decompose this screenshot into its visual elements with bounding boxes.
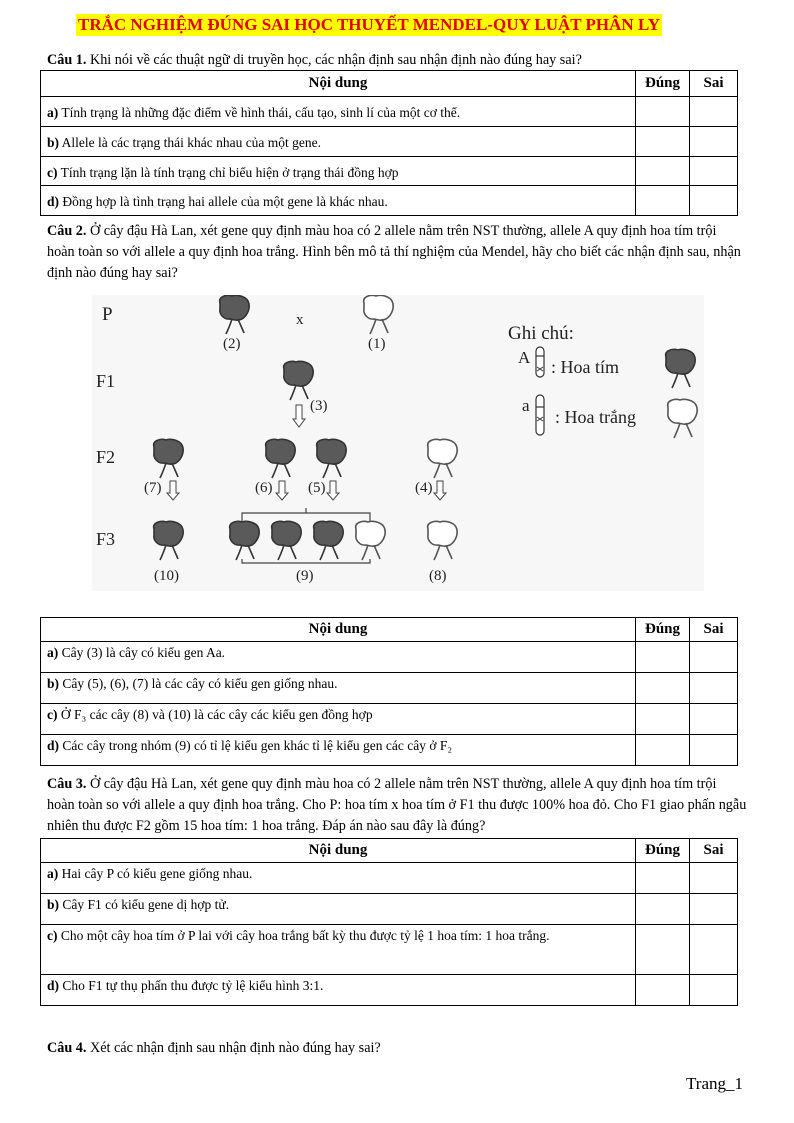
statement-d: d) Cho F1 tự thụ phấn thu được tỷ lệ kiểu hình 3:1.	[41, 975, 636, 1006]
question-label: Câu 3.	[47, 776, 87, 792]
page-number: Trang_1	[686, 1074, 743, 1093]
gen-label-f3: F3	[96, 529, 116, 549]
label-3: (3)	[310, 398, 328, 414]
statement-c: c) Cho một cây hoa tím ở P lai với cây hoa trắng bất kỳ thu được tỷ lệ 1 hoa tím: 1 hoa trắng.	[41, 925, 636, 975]
cross-symbol: x	[296, 312, 304, 328]
header-false: Sai	[690, 839, 738, 863]
legend-purple-label: : Hoa tím	[551, 357, 619, 377]
statement-a: a) Hai cây P có kiểu gene giống nhau.	[41, 863, 636, 894]
label-9: (9)	[296, 568, 314, 584]
chromosome-icon	[536, 395, 544, 435]
legend-title: Ghi chú:	[508, 323, 574, 344]
mendel-experiment-figure	[92, 295, 704, 591]
answer-false-cell[interactable]	[690, 642, 738, 673]
header-content: Nội dung	[41, 71, 636, 97]
answer-false-cell[interactable]	[690, 925, 738, 975]
answer-true-cell[interactable]	[636, 127, 690, 157]
gen-label-p: P	[102, 304, 113, 325]
question-1-table	[40, 70, 738, 216]
question-1	[47, 50, 747, 71]
answer-false-cell[interactable]	[690, 97, 738, 127]
answer-true-cell[interactable]	[636, 642, 690, 673]
answer-true-cell[interactable]	[636, 863, 690, 894]
header-true: Đúng	[636, 839, 690, 863]
figure-background	[92, 295, 704, 591]
answer-true-cell[interactable]	[636, 925, 690, 975]
label-2: (2)	[223, 336, 241, 352]
statement-b: b) Cây (5), (6), (7) là các cây có kiểu gen giống nhau.	[41, 673, 636, 704]
header-true: Đúng	[636, 618, 690, 642]
statement-b: b) Cây F1 có kiểu gene dị hợp tử.	[41, 894, 636, 925]
gen-label-f1: F1	[96, 371, 116, 391]
answer-false-cell[interactable]	[690, 863, 738, 894]
question-label: Câu 2.	[47, 223, 87, 239]
label-1: (1)	[368, 336, 386, 352]
question-text: Xét các nhận định sau nhận định nào đúng hay sai?	[89, 1040, 381, 1056]
question-3	[47, 774, 747, 837]
answer-true-cell[interactable]	[636, 735, 690, 766]
answer-true-cell[interactable]	[636, 894, 690, 925]
header-content: Nội dung	[41, 618, 636, 642]
gen-label-f2: F2	[96, 447, 116, 467]
question-4	[47, 1038, 747, 1059]
legend-allele-a-upper: A	[518, 348, 531, 367]
question-text: Ở cây đậu Hà Lan, xét gene quy định màu hoa có 2 allele nằm trên NST thường, allele A quy định hoa tím trội hoàn toàn so với allele a quy định hoa trắng. Cho P: hoa tím x hoa tím ở F1 thu được 100% hoa đỏ. Cho F1 giao phấn ngẫu nhiên thu được F2 gồm 15 hoa tím: 1 hoa trắng. Đáp án nào sau đây là đúng?	[47, 776, 747, 834]
legend-white-label: : Hoa trắng	[555, 407, 636, 427]
statement-c: c) Tính trạng lặn là tính trạng chỉ biểu hiện ở trạng thái đồng hợp	[41, 157, 636, 186]
question-2-table	[40, 617, 738, 766]
question-text: Ở cây đậu Hà Lan, xét gene quy định màu hoa có 2 allele nằm trên NST thường, allele A quy định hoa tím trội hoàn toàn so với allele a quy định hoa trắng. Hình bên mô tả thí nghiệm của Mendel, hãy cho biết các nhận định sau, nhận định nào đúng hay sai?	[47, 223, 741, 281]
label-6: (6)	[255, 480, 273, 496]
chromosome-icon	[536, 347, 544, 377]
label-7: (7)	[144, 480, 162, 496]
answer-true-cell[interactable]	[636, 157, 690, 186]
question-2	[47, 221, 747, 284]
header-true: Đúng	[636, 71, 690, 97]
statement-b: b) Allele là các trạng thái khác nhau của một gene.	[41, 127, 636, 157]
label-8: (8)	[429, 568, 447, 584]
answer-false-cell[interactable]	[690, 157, 738, 186]
header-false: Sai	[690, 71, 738, 97]
header-content: Nội dung	[41, 839, 636, 863]
answer-true-cell[interactable]	[636, 186, 690, 216]
answer-false-cell[interactable]	[690, 673, 738, 704]
question-3-table	[40, 838, 738, 1006]
label-10: (10)	[154, 568, 179, 584]
statement-d: d) Đồng hợp là tình trạng hai allele của một gene là khác nhau.	[41, 186, 636, 216]
answer-false-cell[interactable]	[690, 735, 738, 766]
header-false: Sai	[690, 618, 738, 642]
answer-true-cell[interactable]	[636, 975, 690, 1006]
answer-false-cell[interactable]	[690, 975, 738, 1006]
question-label: Câu 4.	[47, 1040, 87, 1056]
statement-a: a) Cây (3) là cây có kiểu gen Aa.	[41, 642, 636, 673]
question-text: Khi nói về các thuật ngữ di truyền học, các nhận định sau nhận định nào đúng hay sai?	[89, 52, 582, 68]
answer-false-cell[interactable]	[690, 186, 738, 216]
answer-false-cell[interactable]	[690, 704, 738, 735]
label-5: (5)	[308, 480, 326, 496]
answer-false-cell[interactable]	[690, 894, 738, 925]
legend-allele-a-lower: a	[522, 396, 530, 415]
statement-d: d) Các cây trong nhóm (9) có tỉ lệ kiểu gen khác tỉ lệ kiểu gen các cây ở F₂	[41, 735, 636, 766]
statement-c: c) Ở F₃ các cây (8) và (10) là các cây các kiểu gen đồng hợp	[41, 704, 636, 735]
label-4: (4)	[415, 480, 433, 496]
answer-false-cell[interactable]	[690, 127, 738, 157]
answer-true-cell[interactable]	[636, 704, 690, 735]
answer-true-cell[interactable]	[636, 673, 690, 704]
answer-true-cell[interactable]	[636, 97, 690, 127]
page-title: TRẮC NGHIỆM ĐÚNG SAI HỌC THUYẾT MENDEL-QUY LUẬT PHÂN LY	[78, 15, 661, 34]
statement-a: a) Tính trạng là những đặc điểm về hình thái, cấu tạo, sinh lí của một cơ thể.	[41, 97, 636, 127]
question-label: Câu 1.	[47, 52, 87, 68]
